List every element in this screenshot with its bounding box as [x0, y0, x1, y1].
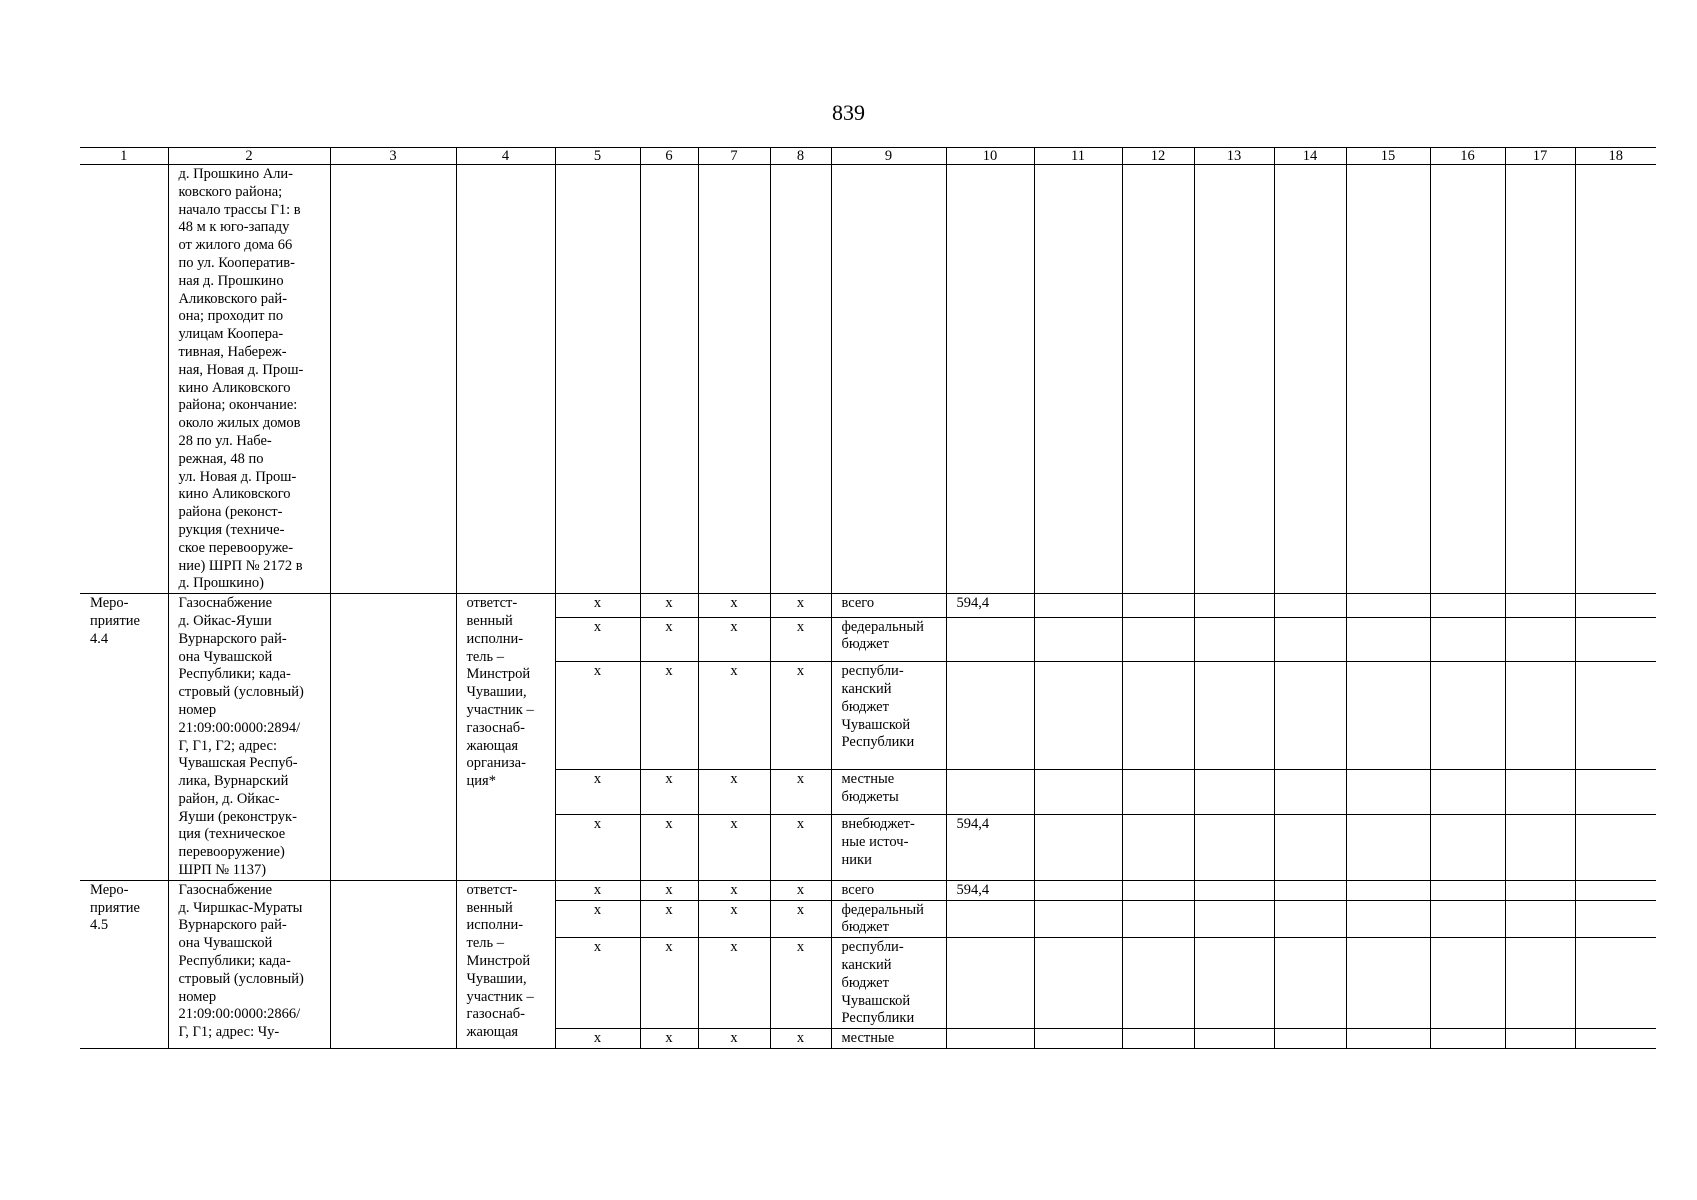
funding-source-row — [80, 880, 1656, 900]
empty-cell — [1122, 594, 1194, 618]
empty-cell — [1505, 1029, 1575, 1049]
column-number-cell: 7 — [698, 148, 770, 165]
empty-cell — [1274, 1029, 1346, 1049]
text-line: бюджет — [841, 919, 889, 936]
empty-cell — [1194, 938, 1274, 1029]
text-line: Республики; када- — [178, 666, 291, 683]
budget-code-mark: х — [640, 900, 698, 938]
funding-source-cell — [831, 770, 946, 815]
empty-cell — [330, 594, 456, 881]
executor-cell — [456, 594, 555, 881]
empty-cell — [1505, 880, 1575, 900]
empty-cell — [1505, 662, 1575, 770]
text-line: д. Прошкино Али- — [178, 166, 293, 182]
empty-cell — [1034, 900, 1122, 938]
text-line: внебюджет- — [841, 816, 915, 833]
budget-code-mark: х — [640, 770, 698, 815]
text-line: Республики — [841, 1010, 915, 1027]
empty-cell — [1575, 617, 1656, 662]
empty-cell — [1346, 1029, 1430, 1049]
budget-code-mark: х — [698, 617, 770, 662]
measure-label-cell — [80, 880, 168, 1048]
empty-cell — [1575, 880, 1656, 900]
empty-cell — [1430, 770, 1505, 815]
empty-cell — [1194, 662, 1274, 770]
empty-cell — [1505, 165, 1575, 594]
text-line: исполни- — [466, 917, 524, 934]
budget-code-mark: х — [770, 880, 831, 900]
empty-cell — [1122, 770, 1194, 815]
empty-cell — [1122, 938, 1194, 1029]
text-line: Г, Г1; адрес: Чу- — [178, 1024, 280, 1041]
text-line: район, д. Ойкас- — [178, 790, 280, 807]
column-number-cell: 14 — [1274, 148, 1346, 165]
budget-code-mark: х — [640, 815, 698, 881]
column-number-cell: 11 — [1034, 148, 1122, 165]
text-line: республи- — [841, 939, 904, 956]
budget-code-mark: х — [770, 770, 831, 815]
budget-code-mark: х — [698, 900, 770, 938]
budget-code-mark: х — [770, 594, 831, 618]
text-line: она Чувашской — [178, 648, 273, 665]
empty-cell — [1346, 938, 1430, 1029]
text-line: лика, Вурнарский — [178, 773, 289, 790]
funding-source-cell — [831, 880, 946, 900]
budget-code-mark: х — [640, 594, 698, 618]
budget-code-mark: х — [698, 880, 770, 900]
text-line: всего — [841, 881, 875, 898]
empty-cell — [1430, 662, 1505, 770]
budget-code-mark: х — [770, 900, 831, 938]
column-number-cell: 6 — [640, 148, 698, 165]
text-line: жающая — [466, 1024, 519, 1041]
empty-cell — [1274, 938, 1346, 1029]
empty-cell — [770, 165, 831, 594]
empty-cell — [1034, 815, 1122, 881]
text-line: Республики — [841, 734, 915, 751]
empty-cell — [1346, 900, 1430, 938]
text-line: Чувашская Респуб- — [178, 755, 298, 772]
text-line: газоснаб- — [466, 719, 525, 736]
funding-amount-cell — [946, 617, 1034, 662]
text-line: участник – — [466, 988, 534, 1005]
text-line: местные — [841, 771, 895, 788]
text-line: по ул. Кооператив- — [178, 254, 295, 271]
column-number-cell: 1 — [80, 148, 168, 165]
budget-code-mark: х — [555, 938, 640, 1029]
text-line: перевооружение) — [178, 844, 285, 861]
funding-source-cell — [831, 1029, 946, 1049]
text-line: Меро- — [90, 881, 129, 898]
empty-cell — [1274, 594, 1346, 618]
text-line: она; проходит по — [178, 308, 284, 325]
empty-cell — [1194, 1029, 1274, 1049]
object-description-cell — [168, 594, 330, 881]
text-line: бюджеты — [841, 789, 899, 806]
text-line: ная, Новая д. Прош- — [178, 361, 304, 378]
empty-cell — [1274, 165, 1346, 594]
empty-cell — [1194, 770, 1274, 815]
program-measures-table — [80, 147, 1656, 1049]
budget-code-mark: х — [555, 770, 640, 815]
funding-source-row — [80, 594, 1656, 618]
budget-code-mark: х — [770, 1029, 831, 1049]
empty-cell — [1505, 617, 1575, 662]
text-line: Вурнарского рай- — [178, 630, 287, 647]
empty-cell — [946, 165, 1034, 594]
empty-cell — [1194, 165, 1274, 594]
text-line: 48 м к юго-западу — [178, 219, 290, 236]
empty-cell — [1575, 770, 1656, 815]
column-number-cell: 4 — [456, 148, 555, 165]
text-line: Республики; када- — [178, 953, 291, 970]
column-number-cell: 10 — [946, 148, 1034, 165]
empty-cell — [1575, 594, 1656, 618]
text-line: ковского района; — [178, 183, 283, 200]
empty-cell — [640, 165, 698, 594]
text-line: от жилого дома 66 — [178, 237, 293, 254]
text-line: 4.5 — [90, 917, 109, 934]
empty-cell — [1034, 662, 1122, 770]
text-line: она Чувашской — [178, 935, 273, 952]
column-number-cell: 9 — [831, 148, 946, 165]
empty-cell — [1274, 770, 1346, 815]
empty-cell — [1274, 815, 1346, 881]
text-line: Минстрой — [466, 953, 531, 970]
text-line: номер — [178, 701, 217, 718]
text-line: Чувашской — [841, 992, 911, 1009]
empty-cell — [1034, 165, 1122, 594]
budget-code-mark: х — [770, 938, 831, 1029]
continuation-row — [80, 165, 1656, 594]
text-line: кино Аликовского — [178, 486, 291, 503]
budget-code-mark: х — [640, 880, 698, 900]
text-line: бюджет — [841, 974, 889, 991]
text-line: газоснаб- — [466, 1006, 525, 1023]
text-line: Г, Г1, Г2; адрес: — [178, 737, 277, 754]
empty-cell — [1034, 594, 1122, 618]
column-number-cell: 3 — [330, 148, 456, 165]
empty-cell — [1194, 900, 1274, 938]
text-line: бюджет — [841, 636, 889, 653]
object-description-cell — [168, 165, 330, 594]
empty-cell — [1575, 815, 1656, 881]
empty-cell — [1430, 900, 1505, 938]
text-line: 28 по ул. Набе- — [178, 432, 272, 449]
funding-source-cell — [831, 594, 946, 618]
empty-cell — [330, 165, 456, 594]
empty-cell — [1346, 770, 1430, 815]
budget-code-mark: х — [555, 880, 640, 900]
empty-cell — [1505, 594, 1575, 618]
funding-source-cell — [831, 617, 946, 662]
column-number-cell: 16 — [1430, 148, 1505, 165]
text-line: ники — [841, 851, 872, 868]
text-line: организа- — [466, 755, 526, 772]
text-line: Меро- — [90, 595, 129, 612]
object-description-cell — [168, 880, 330, 1048]
text-line: стровый (условный) — [178, 684, 304, 701]
text-line: местные — [841, 1030, 895, 1047]
empty-cell — [1122, 662, 1194, 770]
text-line: рукция (техниче- — [178, 521, 285, 538]
budget-code-mark: х — [640, 938, 698, 1029]
text-line: ние) ШРП № 2172 в — [178, 557, 303, 574]
measure-label-cell — [80, 594, 168, 881]
text-line: венный — [466, 612, 513, 629]
empty-cell — [1505, 770, 1575, 815]
column-number-cell: 15 — [1346, 148, 1430, 165]
empty-cell — [1430, 594, 1505, 618]
funding-source-cell — [831, 938, 946, 1029]
text-line: Аликовского рай- — [178, 290, 288, 307]
funding-source-cell — [831, 662, 946, 770]
funding-amount-cell — [946, 938, 1034, 1029]
text-line: ответст- — [466, 595, 518, 612]
text-line: 21:09:00:0000:2866/ — [178, 1006, 301, 1023]
empty-cell — [1122, 815, 1194, 881]
empty-cell — [1575, 165, 1656, 594]
text-line: тивная, Набереж- — [178, 343, 287, 360]
empty-cell — [1194, 880, 1274, 900]
executor-cell — [456, 880, 555, 1048]
empty-cell — [698, 165, 770, 594]
text-line: тель – — [466, 648, 504, 665]
budget-code-mark: х — [770, 662, 831, 770]
text-line: Газоснабжение — [178, 881, 273, 898]
empty-cell — [1575, 938, 1656, 1029]
empty-cell — [1034, 938, 1122, 1029]
text-line: начало трассы Г1: в — [178, 201, 301, 218]
text-line: ское перевооруже- — [178, 539, 294, 556]
text-line: Минстрой — [466, 666, 531, 683]
budget-code-mark: х — [640, 617, 698, 662]
empty-cell — [1034, 770, 1122, 815]
text-line: бюджет — [841, 698, 889, 715]
empty-cell — [555, 165, 640, 594]
budget-code-mark: х — [555, 815, 640, 881]
empty-cell — [1122, 1029, 1194, 1049]
text-line: 21:09:00:0000:2894/ — [178, 719, 301, 736]
empty-cell — [1274, 880, 1346, 900]
text-line: номер — [178, 988, 217, 1005]
column-number-cell: 2 — [168, 148, 330, 165]
column-number-cell: 5 — [555, 148, 640, 165]
empty-cell — [1346, 594, 1430, 618]
empty-cell — [1346, 815, 1430, 881]
empty-cell — [1346, 880, 1430, 900]
text-line: д. Чиршкас-Мураты — [178, 899, 303, 916]
text-line: федеральный — [841, 618, 924, 635]
text-line: ул. Новая д. Прош- — [178, 468, 297, 485]
budget-code-mark: х — [640, 1029, 698, 1049]
empty-cell — [1034, 617, 1122, 662]
text-line: около жилых домов — [178, 415, 301, 432]
budget-code-mark: х — [555, 617, 640, 662]
empty-cell — [1194, 617, 1274, 662]
empty-cell — [1122, 880, 1194, 900]
text-line: Чувашии, — [466, 970, 527, 987]
text-line: тель – — [466, 935, 504, 952]
text-line: приятие — [90, 612, 140, 629]
text-line: Чувашии, — [466, 684, 527, 701]
budget-code-mark: х — [555, 1029, 640, 1049]
funding-amount-cell — [946, 900, 1034, 938]
text-line: района; окончание: — [178, 397, 298, 414]
empty-cell — [1274, 617, 1346, 662]
empty-cell — [1430, 938, 1505, 1029]
text-line: канский — [841, 681, 892, 698]
page-number: 839 — [832, 100, 865, 125]
funding-source-cell — [831, 815, 946, 881]
text-line: ная д. Прошкино — [178, 272, 284, 289]
budget-code-mark: х — [640, 662, 698, 770]
budget-code-mark: х — [770, 617, 831, 662]
text-line: стровый (условный) — [178, 970, 304, 987]
text-line: 4.4 — [90, 630, 109, 647]
column-number-cell: 17 — [1505, 148, 1575, 165]
text-line: ция* — [466, 773, 496, 790]
empty-cell — [1505, 815, 1575, 881]
empty-cell — [831, 165, 946, 594]
text-line: ные источ- — [841, 833, 909, 850]
text-line: венный — [466, 899, 513, 916]
empty-cell — [1122, 900, 1194, 938]
text-line: Газоснабжение — [178, 595, 273, 612]
funding-source-cell — [831, 900, 946, 938]
budget-code-mark: х — [555, 662, 640, 770]
text-line: Чувашской — [841, 716, 911, 733]
budget-code-mark: х — [555, 900, 640, 938]
empty-cell — [1346, 662, 1430, 770]
text-line: Яуши (реконструк- — [178, 808, 297, 825]
text-line: приятие — [90, 899, 140, 916]
text-line: канский — [841, 957, 892, 974]
empty-cell — [1346, 617, 1430, 662]
empty-cell — [1122, 165, 1194, 594]
empty-cell — [1430, 880, 1505, 900]
text-line: ответст- — [466, 881, 518, 898]
empty-cell — [456, 165, 555, 594]
empty-cell — [330, 880, 456, 1048]
empty-cell — [1575, 900, 1656, 938]
budget-code-mark: х — [698, 770, 770, 815]
text-line: ция (техническое — [178, 826, 286, 843]
empty-cell — [1122, 617, 1194, 662]
text-line: исполни- — [466, 630, 524, 647]
column-number-cell: 13 — [1194, 148, 1274, 165]
empty-cell — [1346, 165, 1430, 594]
text-line: республи- — [841, 663, 904, 680]
funding-amount-cell — [946, 1029, 1034, 1049]
empty-cell — [80, 165, 168, 594]
text-line: режная, 48 по — [178, 450, 264, 467]
empty-cell — [1274, 662, 1346, 770]
column-number-cell: 18 — [1575, 148, 1656, 165]
text-line: Вурнарского рай- — [178, 917, 287, 934]
funding-amount-cell: 594,4 — [946, 880, 1034, 900]
empty-cell — [1575, 662, 1656, 770]
empty-cell — [1034, 880, 1122, 900]
column-number-header-row — [80, 148, 1656, 165]
empty-cell — [1505, 938, 1575, 1029]
column-number-cell: 8 — [770, 148, 831, 165]
empty-cell — [1194, 815, 1274, 881]
funding-amount-cell: 594,4 — [946, 815, 1034, 881]
empty-cell — [1430, 815, 1505, 881]
budget-code-mark: х — [698, 662, 770, 770]
empty-cell — [1430, 617, 1505, 662]
text-line: кино Аликовского — [178, 379, 291, 396]
text-line: ШРП № 1137) — [178, 862, 267, 879]
empty-cell — [1194, 594, 1274, 618]
budget-code-mark: х — [698, 938, 770, 1029]
budget-code-mark: х — [698, 1029, 770, 1049]
text-line: федеральный — [841, 901, 924, 918]
text-line: улицам Коопера- — [178, 326, 284, 343]
empty-cell — [1430, 1029, 1505, 1049]
funding-amount-cell — [946, 662, 1034, 770]
text-line: жающая — [466, 737, 519, 754]
funding-amount-cell: 594,4 — [946, 594, 1034, 618]
empty-cell — [1034, 1029, 1122, 1049]
budget-code-mark: х — [555, 594, 640, 618]
empty-cell — [1575, 1029, 1656, 1049]
budget-code-mark: х — [698, 815, 770, 881]
empty-cell — [1505, 900, 1575, 938]
text-line: всего — [841, 595, 875, 612]
text-line: района (реконст- — [178, 504, 283, 521]
text-line: д. Прошкино) — [178, 575, 264, 592]
funding-amount-cell — [946, 770, 1034, 815]
budget-code-mark: х — [770, 815, 831, 881]
column-number-cell: 12 — [1122, 148, 1194, 165]
text-line: д. Ойкас-Яуши — [178, 612, 272, 629]
empty-cell — [1274, 900, 1346, 938]
budget-code-mark: х — [698, 594, 770, 618]
empty-cell — [1430, 165, 1505, 594]
text-line: участник – — [466, 701, 534, 718]
